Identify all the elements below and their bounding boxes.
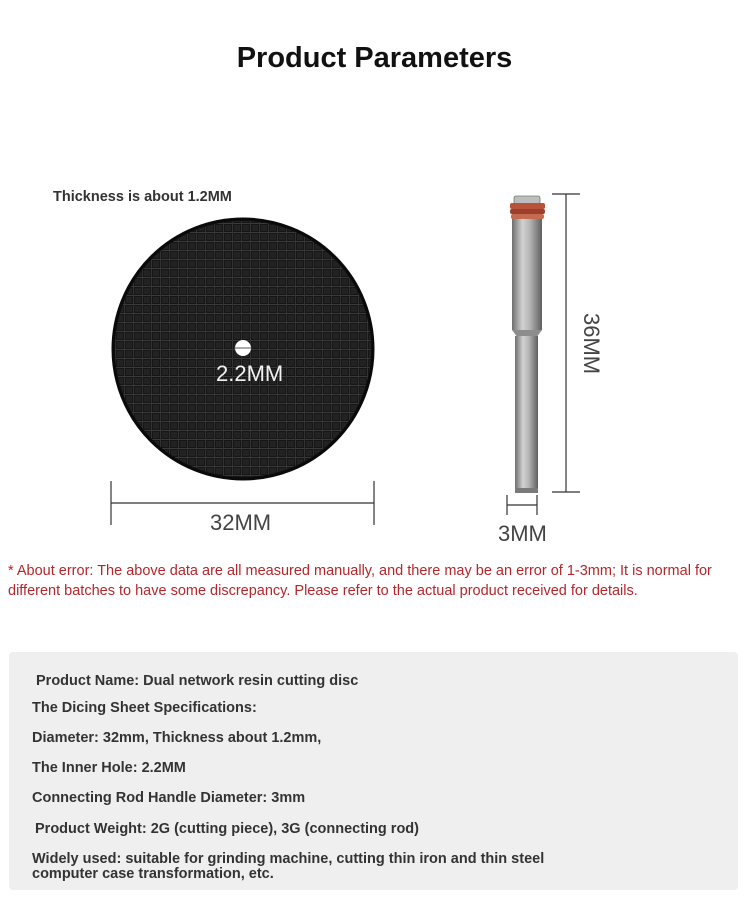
rod-diameter-dimension	[507, 495, 537, 515]
spec-inner-hole: The Inner Hole: 2.2MM	[32, 760, 186, 776]
spec-sheet-heading: The Dicing Sheet Specifications:	[32, 700, 257, 716]
rod-diameter-label: 3MM	[498, 521, 547, 546]
spec-product-name: Product Name: Dual network resin cutting disc	[36, 673, 359, 689]
spec-usage-line1: Widely used: suitable for grinding machine, cutting thin iron and thin steel	[32, 851, 545, 867]
error-note: * About error: The above data are all measured manually, and there may be an error of 1-3mm; It is normal for different batches to have some discrepancy. Please refer to the actual product received for details.	[8, 563, 712, 599]
thickness-label: Thickness is about 1.2MM	[53, 189, 232, 205]
spec-diameter: Diameter: 32mm, Thickness about 1.2mm,	[32, 730, 322, 746]
spec-rod-handle: Connecting Rod Handle Diameter: 3mm	[32, 790, 306, 806]
connecting-rod	[510, 196, 545, 493]
specs-panel	[9, 652, 738, 890]
hole-diameter-label: 2.2MM	[216, 361, 284, 386]
disc-diameter-label: 32MM	[210, 510, 272, 535]
rod-washer	[510, 203, 545, 209]
rod-length-label: 36MM	[579, 313, 604, 375]
page-title: Product Parameters	[236, 42, 513, 74]
rod-length-dimension	[552, 194, 580, 492]
spec-usage-line2: computer case transformation, etc.	[32, 866, 274, 882]
spec-weight: Product Weight: 2G (cutting piece), 3G (connecting rod)	[35, 821, 419, 837]
